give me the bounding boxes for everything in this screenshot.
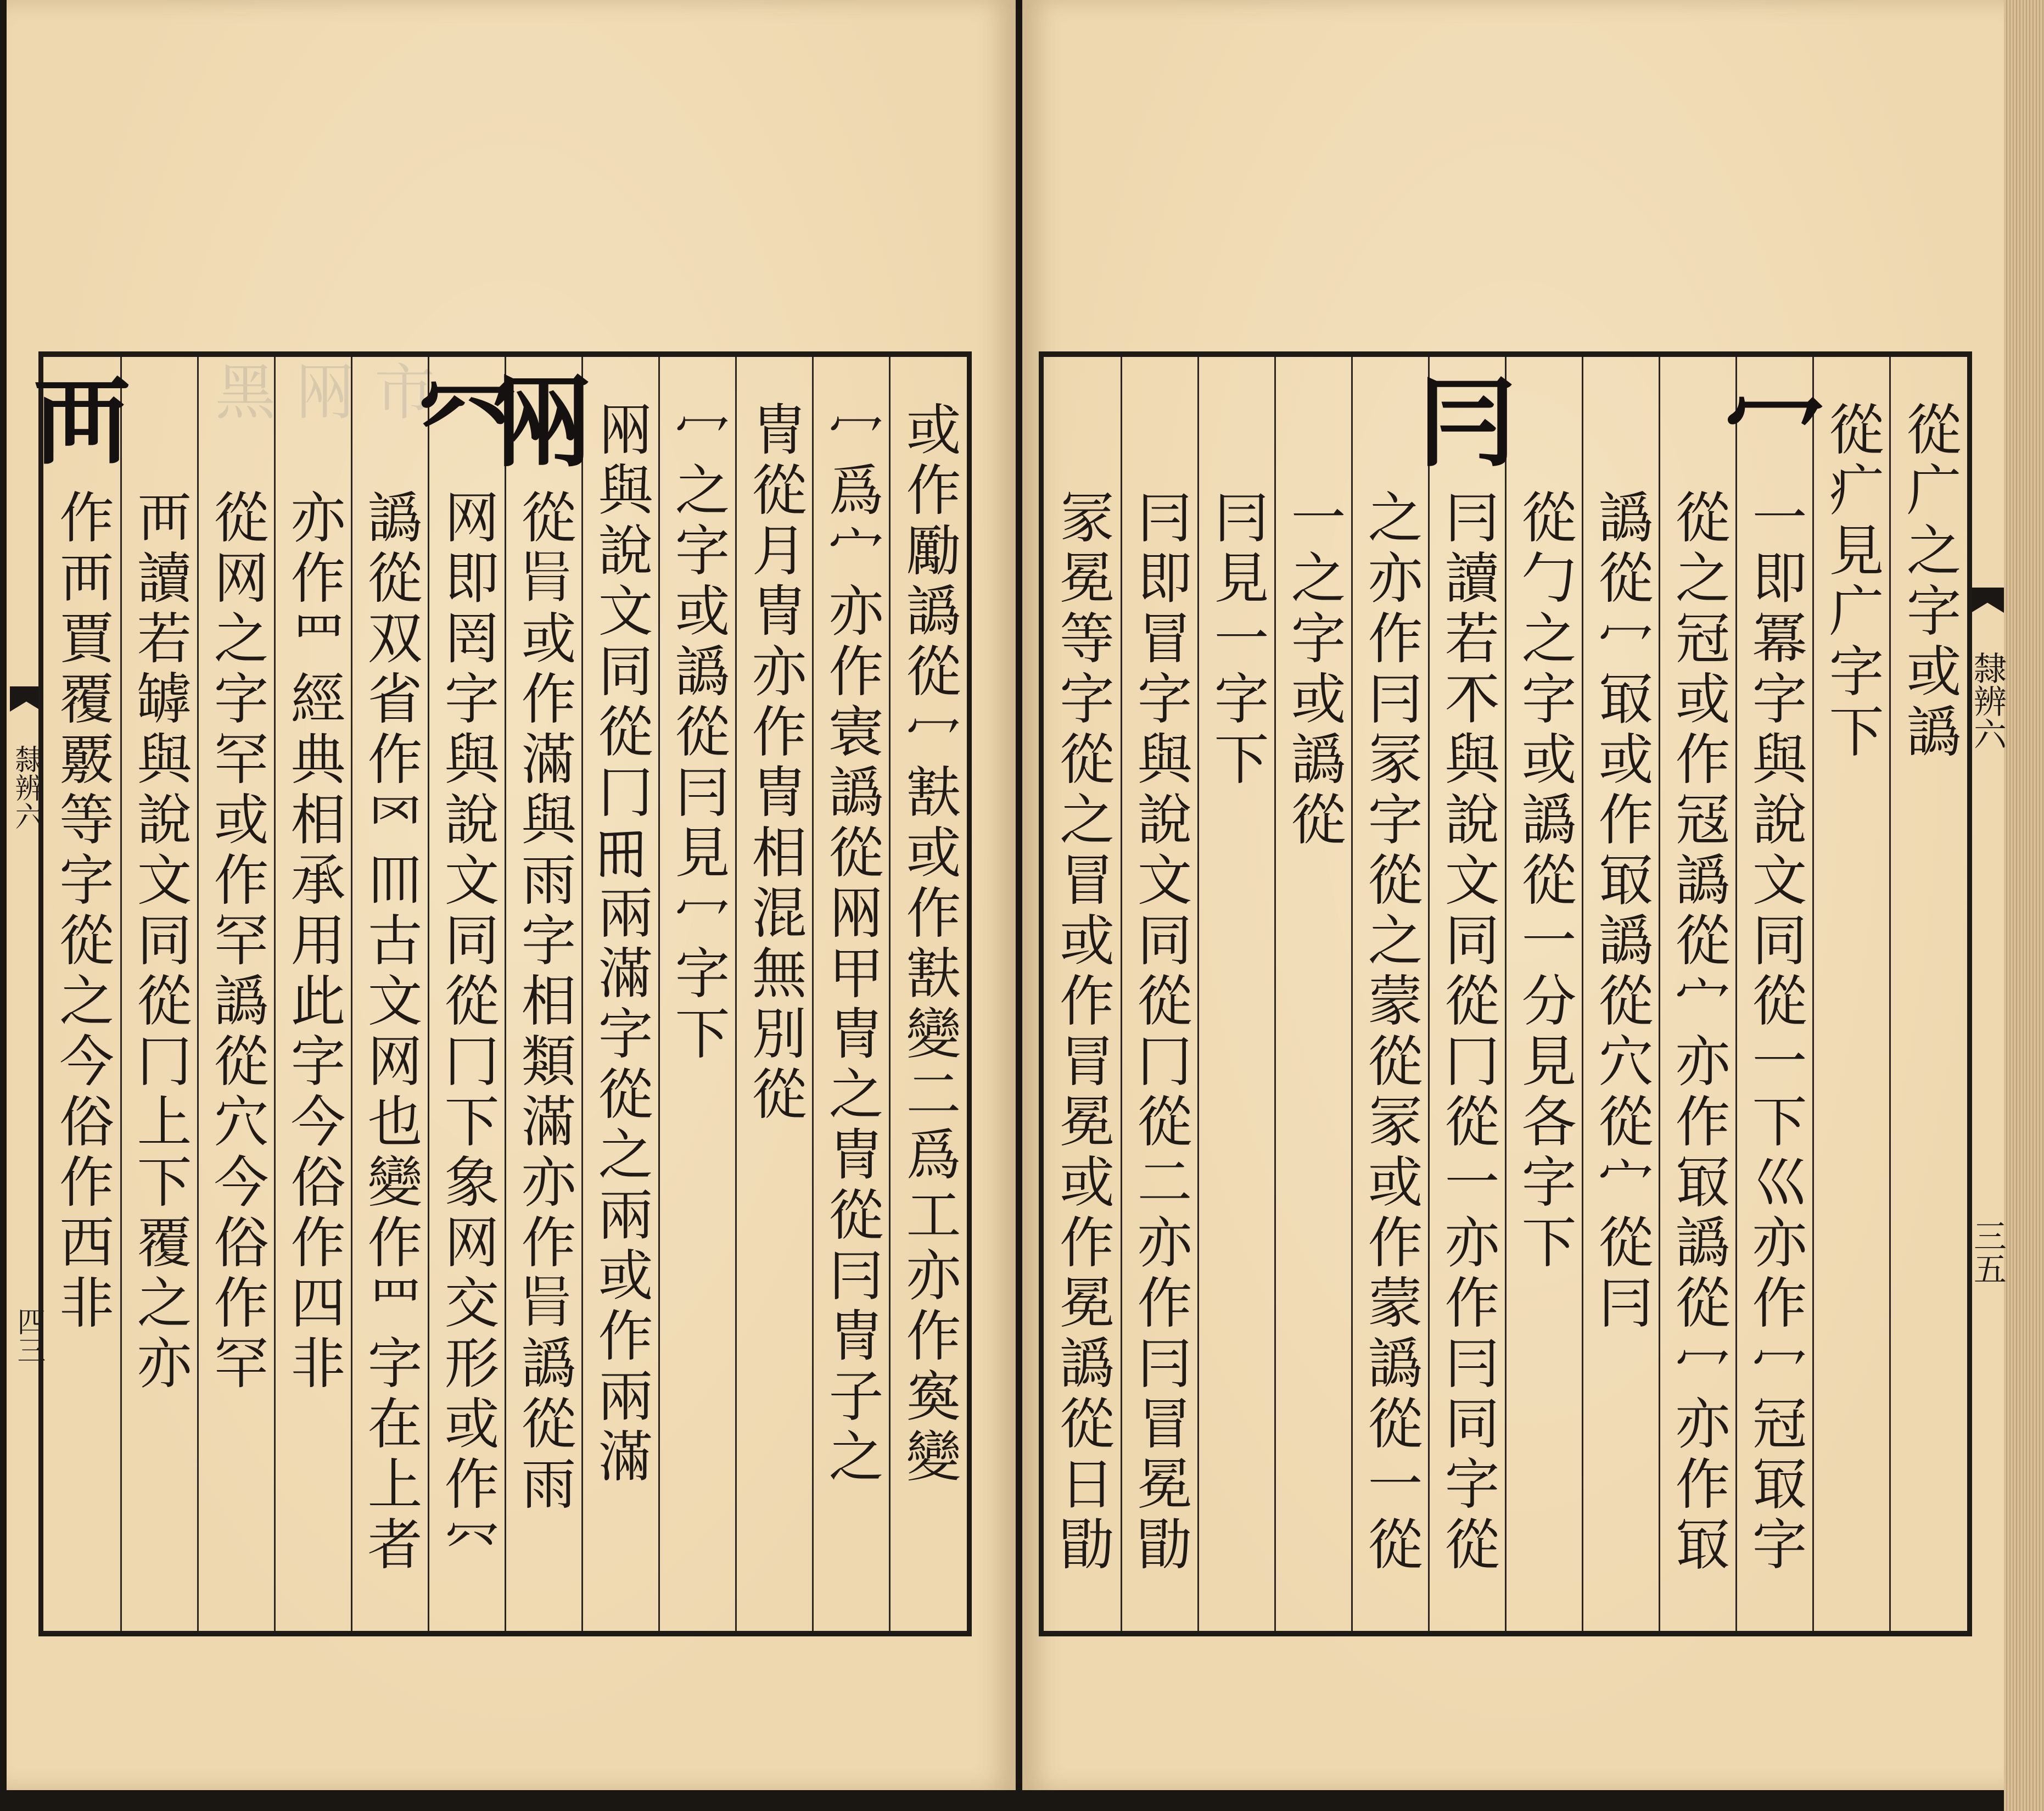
- text-column: 冖爲宀亦作㝨譌從㒳甲冑之冑從冃冑子之: [812, 357, 889, 1631]
- text-column: 從广之字或譌: [1889, 357, 1967, 1631]
- fish-tail-mark-icon: [1971, 588, 2004, 613]
- entry-heading: 襾: [32, 365, 132, 480]
- entry-heading: 㓁: [417, 365, 517, 480]
- right-text-frame: [1039, 351, 1972, 1636]
- page-edge: [2004, 0, 2044, 1811]
- text-column: 冡冕等字從之冒或作冐冕或作冕譌從日勖: [1050, 489, 1115, 1576]
- entry-heading: 冃: [1418, 365, 1517, 480]
- text-column: 譌從冖冣或作冣譌從穴從宀從冃: [1582, 357, 1659, 1631]
- text-column: 㒳 從𦙃或作滿與雨字相類滿亦作𦙃譌從雨: [505, 357, 581, 1631]
- entry-heading: 㒳: [494, 365, 593, 480]
- text-column: 㓁 网即罔字與說文同從冂下象网交形或作㓁: [428, 357, 505, 1631]
- text-column: 冖 一即冪字與說文同從一下巛亦作冖冠冣字: [1735, 357, 1812, 1631]
- text-column: 從勹之字或譌從一分見各字下: [1505, 357, 1582, 1631]
- text-column: 冃 冃讀若𣎴與說文同從冂從一亦作冃同字從: [1428, 357, 1505, 1631]
- text-column: 冃見一字下: [1197, 357, 1274, 1631]
- text-column: 冃即冒字與說文同從冂從二亦作冃冒冕勖: [1121, 357, 1197, 1631]
- text-column: 從网之字罕或作罕譌從穴今俗作罕: [197, 357, 274, 1631]
- left-margin-title: 隸辨六: [10, 745, 43, 830]
- text-column: 襾 作襾賈覆覈等字從之今俗作西非: [32, 365, 132, 1334]
- left-margin-folio: 四三: [12, 1307, 45, 1364]
- text-column: 譌從双省作罓𦉫古文网也變作罒字在上者: [351, 357, 428, 1631]
- entry-heading: 冖: [1725, 365, 1824, 480]
- bleed-through: 黑 㒳 市: [215, 357, 435, 428]
- text-column: 從疒見广字下: [1812, 357, 1889, 1631]
- text-column: 襾讀若罅與說文同從冂上下覆之亦: [120, 357, 197, 1631]
- left-margin-label: [10, 686, 43, 830]
- left-text-frame: [32, 351, 972, 1636]
- text-column: 之亦作冃冡字從之蒙從冡或作蒙譌從一從: [1351, 357, 1428, 1631]
- text-column: 亦作罒經典相承用此字今俗作四非: [274, 357, 351, 1631]
- text-column: 或作勵譌從冖㝬或作㝬變二爲工亦作寏變: [889, 357, 967, 1631]
- text-column: 冖之字或譌從冃見冖字下: [658, 357, 735, 1631]
- right-margin-folio: 三五: [1968, 1219, 2007, 1285]
- text-column: 從之冠或作冦譌從宀亦作冣譌從冖亦作冣: [1659, 357, 1735, 1631]
- fish-tail-mark-icon: [10, 686, 43, 712]
- text-column: 㒳與說文同從冂𠕁兩滿字從之兩或作兩滿: [581, 357, 658, 1631]
- right-margin-title: 隸辨六: [1968, 651, 2007, 750]
- text-column: 一之字或譌從: [1274, 357, 1351, 1631]
- text-column: 冑從月冑亦作冑相混無別從: [735, 357, 812, 1631]
